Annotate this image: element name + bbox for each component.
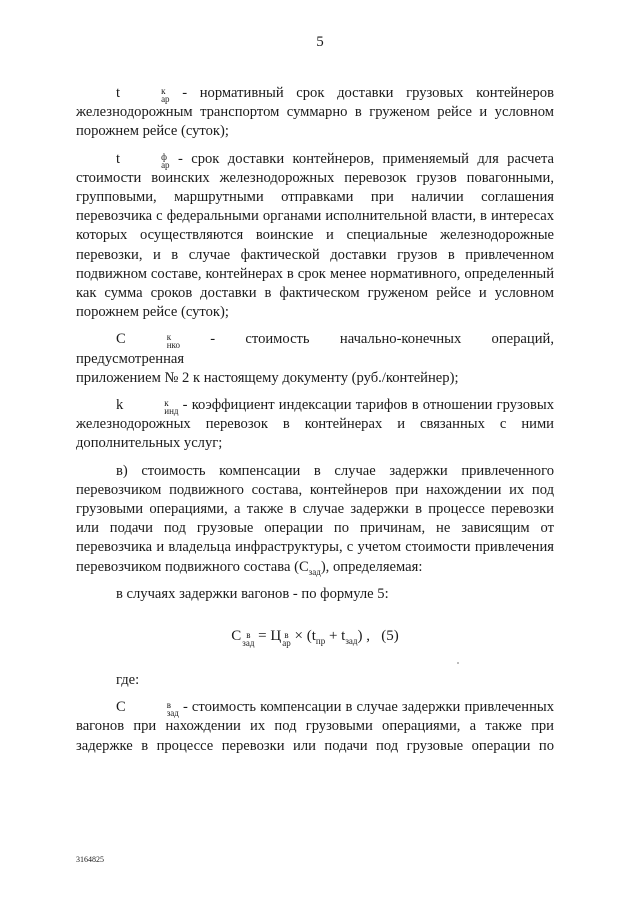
document-code: 3164825 (76, 855, 104, 864)
definition-k-ind-cont: железнодорожных перевозок в контейнерах и связанных с ними дополнительных услуг; (76, 416, 554, 452)
formula-number: (5) (381, 628, 399, 645)
definition-t-ar-f: t ф ар - срок доставки контейнеров, применяемый для расчета (116, 150, 554, 170)
definition-c-zad: С в зад - стоимость компенсации в случае задержки привлеченных (116, 699, 554, 719)
definition-t-ar-k: t к ар - нормативный срок доставки грузовых контейнеров (116, 85, 554, 104)
formula-t-zad: $t_{зад}$ (341, 628, 358, 647)
definition-k-ind: k к инд - коэффициент индексации тарифов в отношении грузовых (116, 397, 554, 417)
page-number: 5 (316, 34, 324, 50)
symbol-c-nko: С к нко (116, 331, 180, 351)
formula-t-pr: $t_{пр}$ (311, 628, 326, 647)
definition-c-nko: С к нко - стоимость начально-конечных операций, предусмотренная (76, 331, 554, 367)
definition-c-nko-cont: приложением № 2 к настоящему документу (руб./контейнер); (76, 369, 459, 386)
symbol-c-zad: С в зад (116, 699, 179, 719)
scan-speck (457, 662, 459, 664)
item-v: в) стоимость компенсации в случае задержки привлеченного (116, 462, 554, 479)
symbol-t-ar-k: t к ар (116, 85, 170, 104)
definition-t-ar-f-cont: стоимости воинских железнодорожных перевозок грузов повагонными, групповыми, маршрутными отправками при наличии соглашения перевозчика с федеральными органами исполнительной власти, в интересах которых осуществляются воинские и специальные железнодорожные перевозки, и в случае фактической доставки грузов в привлеченном подвижном составе, контейнерах в срок менее нормативного, определенный как сумма сроков доставки в фактическом груженом рейсе и условном порожнем рейсе (суток); (76, 169, 554, 321)
where-label: где: (116, 672, 140, 689)
formula-5: С в зад = Ц в ар × $(t_{пр} + t_{зад})$ , (5) (231, 628, 399, 649)
symbol-k-ind: k к инд (116, 397, 179, 417)
formula-lhs: С в зад (231, 628, 255, 649)
document-body (76, 84, 554, 756)
symbol-c-zad-inline: $С_{зад}$ (298, 558, 321, 577)
item-v-cont: перевозчиком подвижного состава, контейнеров при нахождении их под грузовыми операциями, а также в случае задержки в процессе перевозки или подачи под грузовые операции по причинам, не зависящим от перевозчика и владельца инфраструктуры, с учетом стоимости привлечения перевозчиком подвижного состава $(С_{зад})$, определяемая: (76, 481, 554, 577)
delay-intro: в случаях задержки вагонов - по формуле 5: (116, 585, 389, 602)
definition-c-zad-cont: вагонов при нахождении их под грузовыми операциями, а также при задержке в процессе перевозки или подачи под грузовые операции по (76, 718, 554, 754)
formula-price: Ц в ар (270, 628, 291, 649)
symbol-t-ar-f: t ф ар (116, 150, 170, 170)
definition-t-ar-k-cont: железнодорожным транспортом суммарно в груженом рейсе и условном порожнем рейсе (суток); (76, 104, 554, 140)
